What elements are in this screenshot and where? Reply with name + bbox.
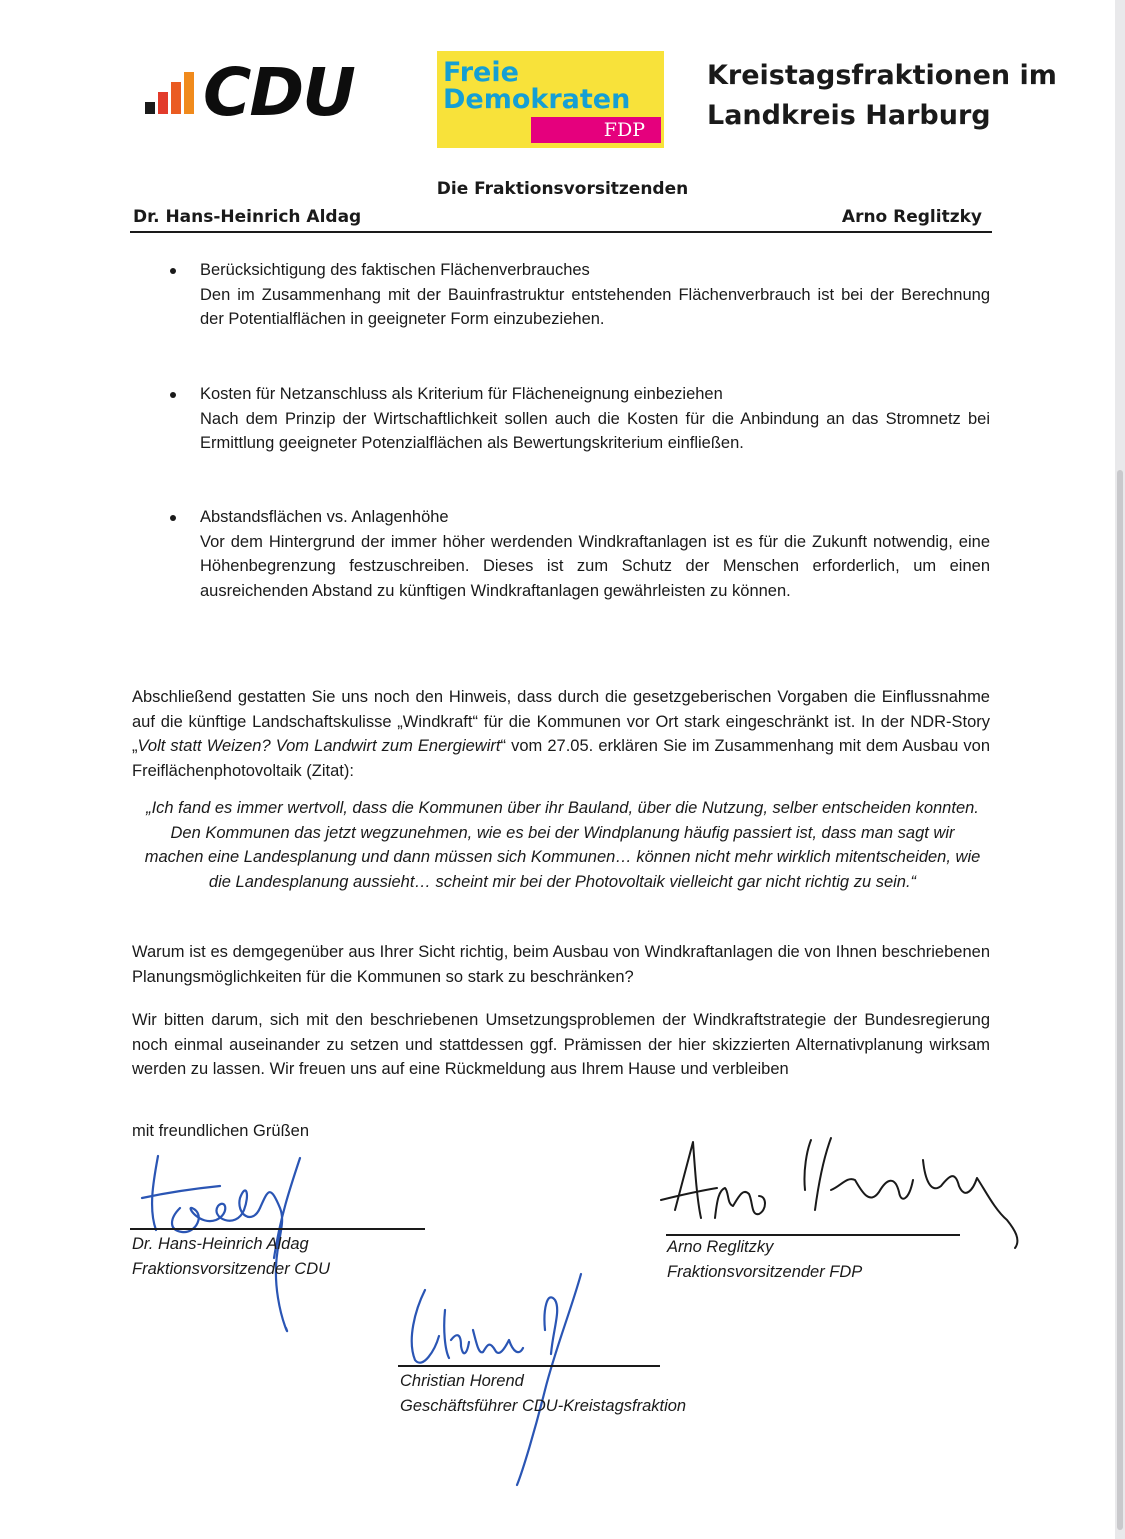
fdp-logo-badge: FDP — [531, 117, 661, 143]
paragraph-intro-part1: Abschließend gestatten Sie uns noch den Hinweis, dass durch die gesetzgeberischen Vorgaben die Einflussnahme auf die künftige Landschaftskulisse „Windkraft“ für die Kommunen vor Ort stark eingeschränkt ist. In der NDR-Story „ — [132, 688, 990, 755]
header-title — [707, 56, 1057, 136]
subheader-left-name: Dr. Hans-Heinrich Aldag — [133, 207, 362, 227]
signatory-role-reglitzky: Fraktionsvorsitzender FDP — [667, 1263, 863, 1281]
signatory-name-horend: Christian Horend — [400, 1372, 524, 1390]
bullet-text: Den im Zusammenhang mit der Bauinfrastruktur entstehenden Flächenverbrauch ist bei der Berechnung der Potentialflächen in geeigneter Form einzubeziehen. — [200, 285, 990, 328]
signatory-name-aldag: Dr. Hans-Heinrich Aldag — [132, 1235, 309, 1253]
cdu-logo — [145, 54, 385, 131]
fdp-logo — [437, 51, 664, 148]
quote-block: „Ich fand es immer wertvoll, dass die Kommunen über ihr Bauland, über die Nutzung, selber entscheiden konnten. Den Kommunen das jetzt wegzunehmen, wie es bei der Windplanung häufig passiert ist, dass man sagt wir machen eine Landesplanung und dann müssen sich Kommunen… können nicht mehr wirklich mitentscheiden, wie die Landesplanung aussieht… scheint mir bei der Photovoltaik vielleicht gar nicht richtig zu sein.“ — [144, 799, 981, 891]
bullet-item — [200, 258, 990, 332]
subheader-right-name: Arno Reglitzky — [841, 207, 982, 227]
paragraph-intro-part2: “ vom 27.05. erklären Sie im Zusammenhang mit dem Ausbau von Freiflächenphotovoltaik (Zitat): — [132, 737, 990, 780]
signature-line-aldag — [130, 1228, 425, 1230]
fdp-logo-line1: Freie — [443, 57, 519, 88]
bullet-heading: Berücksichtigung des faktischen Flächenverbrauches — [200, 261, 590, 279]
paragraph-request: Wir bitten darum, sich mit den beschriebenen Umsetzungsproblemen der Windkraftstrategie der Bundesregierung noch einmal auseinander zu setzen und stattdessen ggf. Prämissen der hier skizzierten Alternativplanung wirksam werden zu lassen. Wir freuen uns auf eine Rückmeldung aus Ihrem Hause und verbleiben — [132, 1011, 990, 1078]
signature-line-reglitzky — [666, 1234, 960, 1236]
header-rule — [130, 231, 992, 233]
bullet-text: Vor dem Hintergrund der immer höher werdenden Windkraftanlagen ist es für die Zukunft notwendig, eine Höhenbegrenzung festzuschreiben. Dieses ist zum Schutz der Menschen erforderlich, um einen ausreichenden Abstand zu künftigen Windkraftanlagen gewährleisten zu können. — [200, 532, 990, 600]
closing-greeting: mit freundlichen Grüßen — [132, 1122, 309, 1140]
bullet-heading: Kosten für Netzanschluss als Kriterium für Flächeneignung einbeziehen — [200, 385, 723, 403]
signatory-role-aldag: Fraktionsvorsitzender CDU — [132, 1260, 331, 1278]
paragraph-intro — [132, 685, 990, 783]
signatory-name-reglitzky: Arno Reglitzky — [667, 1238, 774, 1256]
header-title-line2: Landkreis Harburg — [707, 100, 991, 131]
subheader-center: Die Fraktionsvorsitzenden — [436, 179, 689, 199]
signature-line-horend — [398, 1365, 660, 1367]
bullet-item — [200, 382, 990, 456]
header-title-line1: Kreistagsfraktionen im — [707, 60, 1057, 91]
fdp-logo-line2: Demokraten — [443, 84, 631, 115]
paragraph-question: Warum ist es demgegenüber aus Ihrer Sicht richtig, beim Ausbau von Windkraftanlagen die von Ihnen beschriebenen Planungsmöglichkeiten für die Kommunen so stark zu beschränken? — [132, 943, 990, 986]
bullet-item — [200, 505, 990, 603]
signatory-role-horend: Geschäftsführer CDU-Kreistagsfraktion — [400, 1397, 687, 1415]
bullet-dot — [170, 392, 176, 398]
bullet-text: Nach dem Prinzip der Wirtschaftlichkeit sollen auch die Kosten für die Anbindung an das Stromnetz bei Ermittlung geeigneter Potenzialflächen als Bewertungskriterium einfließen. — [200, 409, 990, 452]
cdu-logo-text: CDU — [203, 54, 354, 131]
bullet-dot — [170, 268, 176, 274]
vertical-scrollbar[interactable] — [1117, 470, 1123, 1530]
bullet-dot — [170, 515, 176, 521]
ndr-story-title: Volt statt Weizen? Vom Landwirt zum Energiewirt — [137, 737, 501, 755]
bullet-heading: Abstandsflächen vs. Anlagenhöhe — [200, 508, 449, 526]
